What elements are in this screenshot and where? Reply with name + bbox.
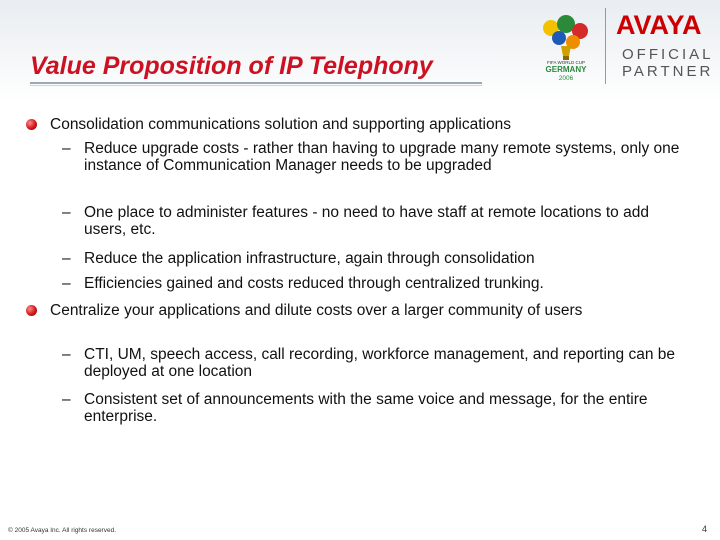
dash-icon: – <box>62 275 71 292</box>
sub-bullet-text: CTI, UM, speech access, call recording, workforce management, and reporting can be deployed at one location <box>84 346 675 380</box>
worldcup-caption: FIFA WORLD CUP <box>546 60 586 65</box>
bullet-text: Consolidation communications solution and supporting applications <box>50 116 511 133</box>
title-underline <box>30 82 482 84</box>
title-underline-light <box>30 85 482 86</box>
worldcup-year: 2006 <box>558 75 574 82</box>
avaya-logo: AVAYA <box>616 10 702 40</box>
copyright-notice: © 2005 Avaya Inc. All rights reserved. <box>8 527 117 534</box>
dash-icon: – <box>62 346 71 363</box>
sub-bullet-text: One place to administer features - no need to have staff at remote locations to add users, etc. <box>84 204 649 238</box>
sub-bullet-text: Efficiencies gained and costs reduced through centralized trunking. <box>84 275 544 292</box>
bullet-dot-icon <box>26 305 37 316</box>
page-number: 4 <box>702 524 708 534</box>
bullet-text: Centralize your applications and dilute costs over a larger community of users <box>50 302 583 319</box>
partner-line-2: PARTNER <box>622 63 714 80</box>
dash-icon: – <box>62 140 71 157</box>
logo-divider <box>605 8 606 84</box>
dash-icon: – <box>62 204 71 221</box>
sub-bullet-text: Reduce upgrade costs - rather than having to upgrade many remote systems, only one instance of Communication Manager needs to be upgraded <box>84 140 680 174</box>
official-partner-label <box>622 46 712 80</box>
worldcup-country: GERMANY <box>545 65 587 74</box>
slide-title: Value Proposition of IP Telephony <box>30 52 433 80</box>
sub-bullet-text: Consistent set of announcements with the same voice and message, for the entire enterprise. <box>84 391 648 425</box>
partner-line-1: OFFICIAL <box>622 46 714 63</box>
bullet-dot-icon <box>26 119 37 130</box>
worldcup-logo-icon <box>533 6 599 82</box>
sub-bullet-text: Reduce the application infrastructure, again through consolidation <box>84 250 535 267</box>
dash-icon: – <box>62 250 71 267</box>
dash-icon: – <box>62 391 71 408</box>
